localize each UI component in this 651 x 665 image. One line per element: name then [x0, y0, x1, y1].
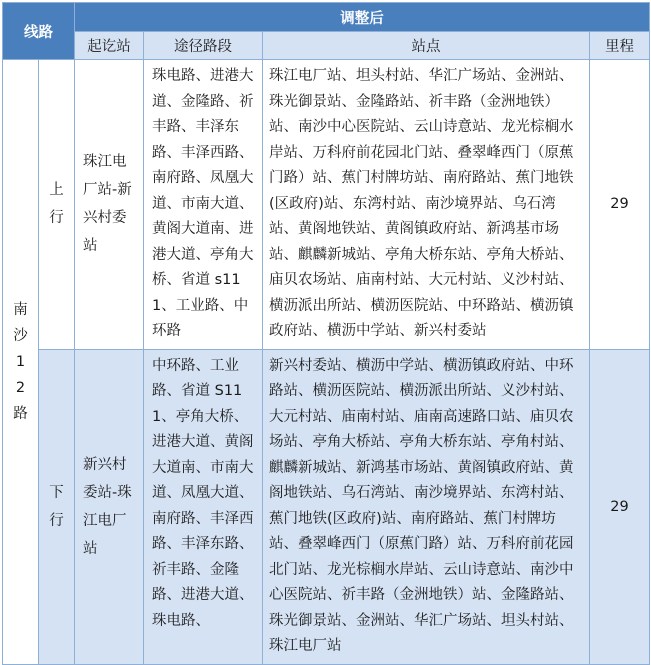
start-end-up: 珠江电厂站-新兴村委站 [75, 60, 144, 350]
route-name-cell [3, 60, 39, 665]
route-name: 南沙12路 [13, 301, 28, 422]
header-route-path: 途径路段 [144, 32, 263, 60]
start-end-down: 新兴村委站-珠江电厂站 [75, 349, 144, 664]
direction-cell-down [39, 349, 75, 664]
header-adjusted: 调整后 [75, 3, 650, 32]
route-adjustment-table [2, 2, 650, 665]
table-row-downbound [3, 349, 650, 664]
direction-cell-up [39, 60, 75, 350]
distance-down: 29 [590, 349, 650, 664]
route-path-down: 中环路、工业路、省道 S111、亭角大桥、进港大道、黄阁大道南、市南大道、凤凰大道、南府路、丰泽西路、丰泽东路、祈丰路、金隆路、进港大道、珠电路、 [144, 349, 263, 664]
distance-up: 29 [590, 60, 650, 350]
header-stops: 站点 [263, 32, 590, 60]
stops-up: 珠江电厂站、坦头村站、华汇广场站、金洲站、珠光御景站、金隆路站、祈丰路（金洲地铁）站、南沙中心医院站、云山诗意站、龙光棕榈水岸站、万科府前花园北门站、叠翠峰西门（原蕉门路）站、蕉门村牌坊站、南府路站、蕉门地铁(区政府)站、东湾村站、南沙境界站、乌石湾站、黄阁地铁站、黄阁镇政府站、新鸿基市场站、麒麟新城站、亭角大桥东站、亭角大桥站、庙贝农场站、庙南村站、大元村站、义沙村站、横沥派出所站、横沥医院站、中环路站、横沥镇政府站、横沥中学站、新兴村委站 [263, 60, 590, 350]
direction-up: 上行 [49, 182, 64, 227]
direction-down: 下行 [49, 484, 64, 529]
header-start-end: 起讫站 [75, 32, 144, 60]
table-row-upbound [3, 60, 650, 350]
header-line: 线路 [3, 3, 75, 60]
route-path-up: 珠电路、进港大道、金隆路、祈丰路、丰泽东路、丰泽西路、南府路、凤凰大道、市南大道、黄阁大道南、进港大道、亭角大桥、省道 s111、工业路、中环路 [144, 60, 263, 350]
stops-down: 新兴村委站、横沥中学站、横沥镇政府站、中环路站、横沥医院站、横沥派出所站、义沙村站、大元村站、庙南村站、庙南高速路口站、庙贝农场站、亭角大桥站、亭角大桥东站、亭角村站、麒麟新城站、新鸿基市场站、黄阁镇政府站、黄阁地铁站、乌石湾站、南沙境界站、东湾村站、蕉门地铁(区政府)站、南府路站、蕉门村牌坊站、叠翠峰西门（原蕉门路）站、万科府前花园北门站、龙光棕榈水岸站、云山诗意站、南沙中心医院站、祈丰路（金洲地铁）站、金隆路站、珠光御景站、金洲站、华汇广场站、坦头村站、珠江电厂站 [263, 349, 590, 664]
header-distance: 里程 [590, 32, 650, 60]
